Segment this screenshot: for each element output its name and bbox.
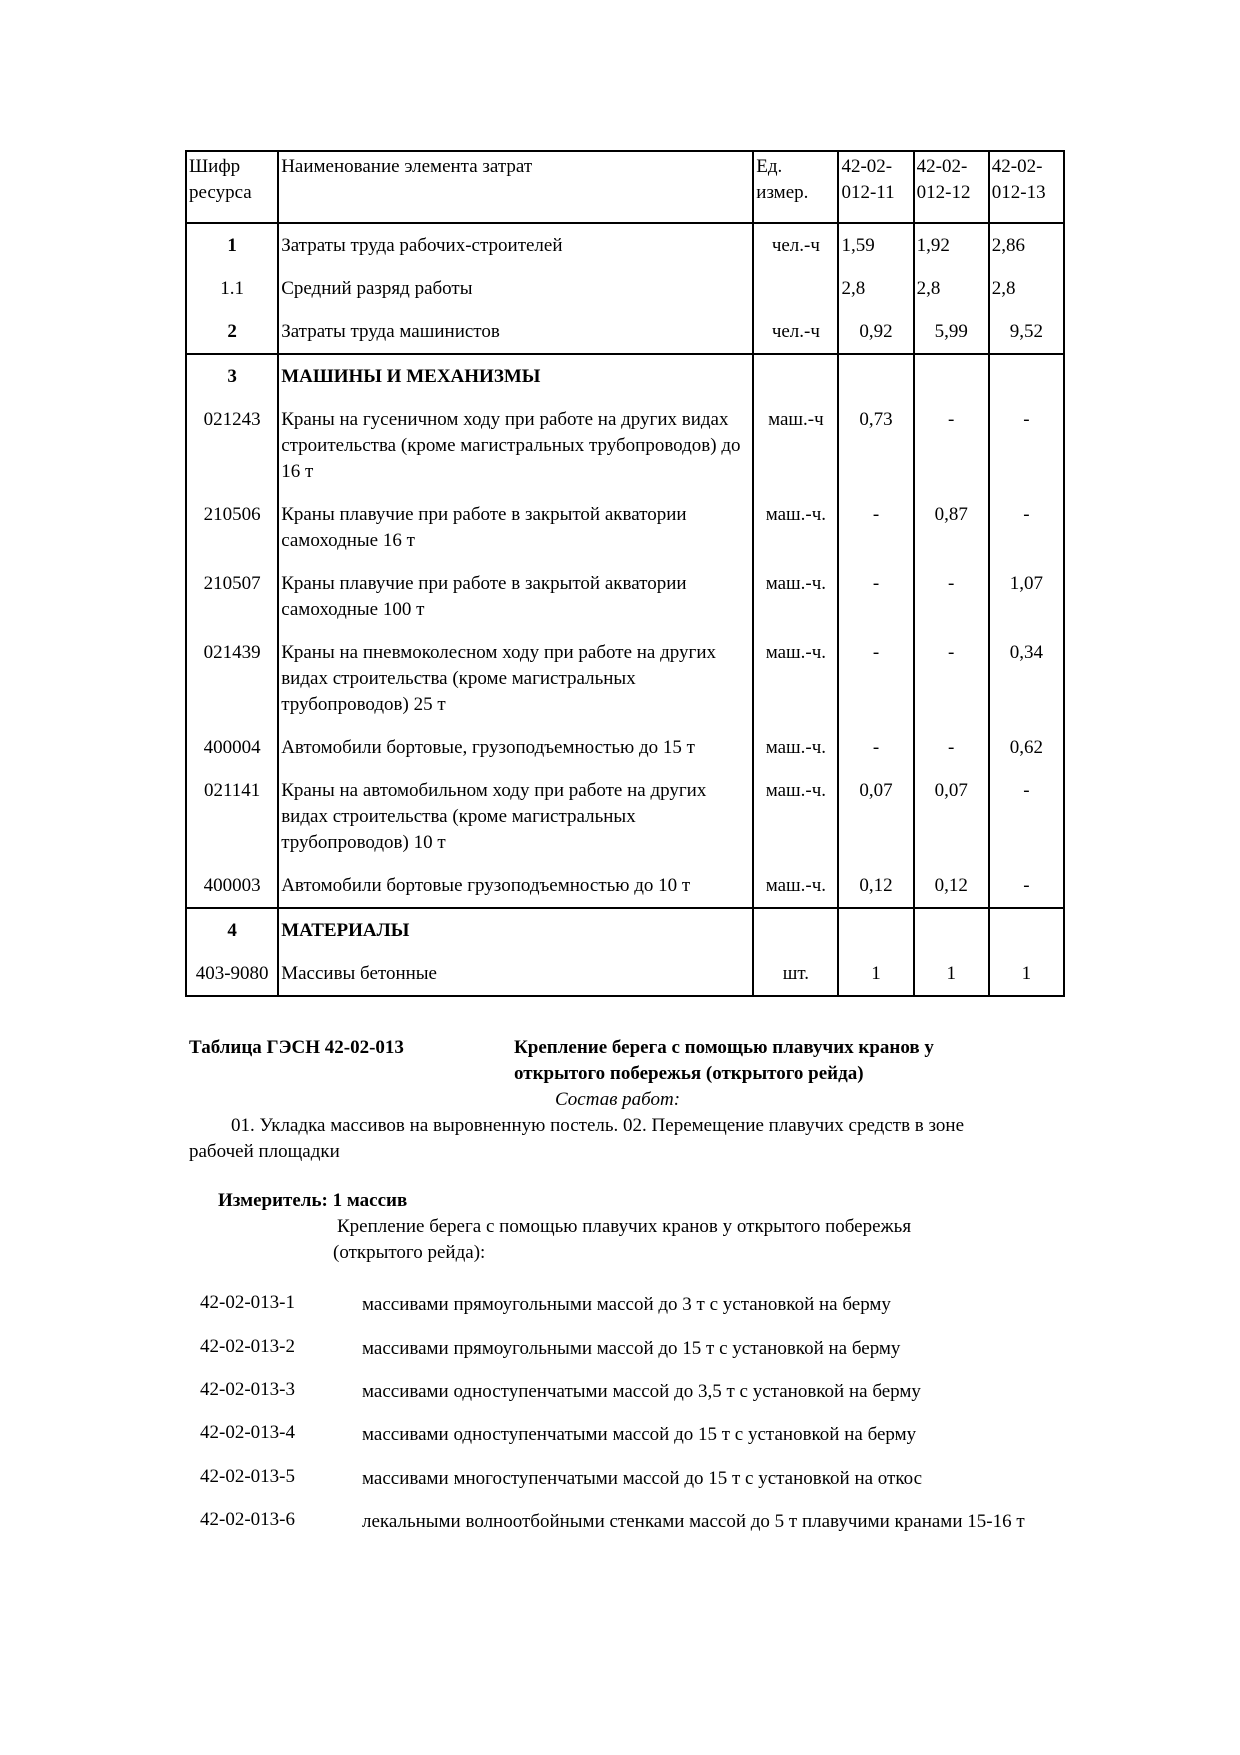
section-heading-materials: МАТЕРИАЛЫ (278, 908, 753, 952)
row-unit: маш.-ч. (753, 631, 838, 726)
row-unit (753, 908, 838, 952)
table-row (186, 726, 1064, 769)
table-header-row (186, 151, 1064, 223)
row-code: 400003 (186, 864, 278, 908)
row-value-12: 5,99 (914, 310, 989, 354)
table-row (186, 631, 1064, 726)
item-text: массивами одноступенчатыми массой до 3,5 т с установкой на берму (362, 1381, 921, 1402)
table-row (186, 864, 1064, 908)
row-value-11 (838, 908, 913, 952)
row-unit: маш.-ч (753, 398, 838, 493)
row-value-11: - (838, 631, 913, 726)
row-code: 021243 (186, 398, 278, 493)
section-title-line1: Крепление берега с помощью плавучих кранов у (514, 1037, 934, 1058)
row-value-13: 9,52 (989, 310, 1064, 354)
intro-line1: Крепление берега с помощью плавучих кранов у открытого побережья (337, 1216, 912, 1237)
row-name: Краны плавучие при работе в закрытой акватории самоходные 100 т (278, 562, 753, 631)
item-code: 42-02-013-4 (200, 1422, 295, 1443)
header-code: Шифр ресурса (186, 151, 278, 223)
composition-heading: Состав работ: (555, 1089, 681, 1110)
row-unit (753, 267, 838, 310)
row-value-12 (914, 908, 989, 952)
row-unit: маш.-ч. (753, 562, 838, 631)
row-code: 403-9080 (186, 952, 278, 996)
row-value-11: 1 (838, 952, 913, 996)
header-col-13: 42-02- 012-13 (989, 151, 1064, 223)
row-code: 021141 (186, 769, 278, 864)
row-code: 210506 (186, 493, 278, 562)
header-name: Наименование элемента затрат (278, 151, 753, 223)
row-code: 400004 (186, 726, 278, 769)
resource-table (185, 150, 1065, 997)
row-name: Автомобили бортовые грузоподъемностью до 10 т (278, 864, 753, 908)
row-unit: шт. (753, 952, 838, 996)
item-text: массивами прямоугольными массой до 15 т с установкой на берму (362, 1338, 901, 1359)
row-name: Краны на автомобильном ходу при работе на других видах строительства (кроме магистральных трубопроводов) 10 т (278, 769, 753, 864)
row-code: 021439 (186, 631, 278, 726)
item-text: массивами одноступенчатыми массой до 15 т с установкой на берму (362, 1424, 917, 1445)
table-row (186, 310, 1064, 354)
row-value-13: 2,86 (989, 223, 1064, 267)
row-value-13: 1,07 (989, 562, 1064, 631)
table-row (186, 223, 1064, 267)
item-text: лекальными волноотбойными стенками массой до 5 т плавучими кранами 15-16 т (362, 1511, 1025, 1532)
row-value-11: 2,8 (838, 267, 913, 310)
row-name: Затраты труда машинистов (278, 310, 753, 354)
row-code: 3 (186, 354, 278, 398)
table-row (186, 562, 1064, 631)
row-value-12: 1,92 (914, 223, 989, 267)
row-value-13: - (989, 398, 1064, 493)
row-code: 1 (186, 223, 278, 267)
item-text: массивами прямоугольными массой до 3 т с установкой на берму (362, 1294, 891, 1315)
item-code: 42-02-013-2 (200, 1336, 295, 1357)
row-value-11: 0,73 (838, 398, 913, 493)
row-unit: маш.-ч. (753, 493, 838, 562)
item-text: массивами многоступенчатыми массой до 15 т с установкой на откос (362, 1468, 923, 1489)
row-unit: маш.-ч. (753, 726, 838, 769)
row-value-12: 0,87 (914, 493, 989, 562)
row-unit (753, 354, 838, 398)
item-code: 42-02-013-5 (200, 1466, 295, 1487)
row-value-13: - (989, 864, 1064, 908)
row-value-12: - (914, 726, 989, 769)
row-name: Краны плавучие при работе в закрытой акватории самоходные 16 т (278, 493, 753, 562)
row-value-11: - (838, 562, 913, 631)
item-code: 42-02-013-6 (200, 1509, 295, 1530)
header-col-11: 42-02- 012-11 (838, 151, 913, 223)
row-value-13: 1 (989, 952, 1064, 996)
row-code: 2 (186, 310, 278, 354)
row-value-11: 0,07 (838, 769, 913, 864)
composition-line2: рабочей площадки (189, 1141, 340, 1162)
row-value-12: - (914, 562, 989, 631)
measure-unit: Измеритель: 1 массив (218, 1190, 408, 1211)
row-value-13: 0,62 (989, 726, 1064, 769)
row-code: 4 (186, 908, 278, 952)
row-value-11: 0,92 (838, 310, 913, 354)
composition-line1: 01. Укладка массивов на выровненную постель. 02. Перемещение плавучих средств в зоне (231, 1115, 965, 1136)
row-value-13 (989, 908, 1064, 952)
row-value-12: 0,12 (914, 864, 989, 908)
row-value-12 (914, 354, 989, 398)
row-value-13 (989, 354, 1064, 398)
table-label: Таблица ГЭСН 42-02-013 (189, 1037, 404, 1058)
intro-line2: (открытого рейда): (333, 1242, 486, 1263)
table-row (186, 493, 1064, 562)
item-code: 42-02-013-1 (200, 1292, 295, 1313)
row-name: Краны на гусеничном ходу при работе на других видах строительства (кроме магистральных трубопроводов) до 16 т (278, 398, 753, 493)
section-heading-machines: МАШИНЫ И МЕХАНИЗМЫ (278, 354, 753, 398)
header-col-12: 42-02- 012-12 (914, 151, 989, 223)
table-row (186, 267, 1064, 310)
row-value-11 (838, 354, 913, 398)
row-value-12: - (914, 398, 989, 493)
row-unit: чел.-ч (753, 223, 838, 267)
row-name: Затраты труда рабочих-строителей (278, 223, 753, 267)
row-name: Автомобили бортовые, грузоподъемностью до 15 т (278, 726, 753, 769)
row-value-13: 0,34 (989, 631, 1064, 726)
header-unit: Ед. измер. (753, 151, 838, 223)
row-value-12: 2,8 (914, 267, 989, 310)
row-name: Массивы бетонные (278, 952, 753, 996)
row-value-11: - (838, 726, 913, 769)
section-title-line2: открытого побережья (открытого рейда) (514, 1063, 864, 1084)
row-code: 1.1 (186, 267, 278, 310)
row-unit: маш.-ч. (753, 769, 838, 864)
row-value-12: 1 (914, 952, 989, 996)
row-value-11: 0,12 (838, 864, 913, 908)
row-name: Средний разряд работы (278, 267, 753, 310)
table-row (186, 354, 1064, 398)
row-value-12: - (914, 631, 989, 726)
table-row (186, 398, 1064, 493)
row-value-12: 0,07 (914, 769, 989, 864)
row-unit: чел.-ч (753, 310, 838, 354)
row-value-11: 1,59 (838, 223, 913, 267)
table-row (186, 908, 1064, 952)
table-row (186, 952, 1064, 996)
item-code: 42-02-013-3 (200, 1379, 295, 1400)
row-value-13: - (989, 769, 1064, 864)
row-value-13: 2,8 (989, 267, 1064, 310)
row-value-11: - (838, 493, 913, 562)
row-value-13: - (989, 493, 1064, 562)
row-unit: маш.-ч. (753, 864, 838, 908)
row-name: Краны на пневмоколесном ходу при работе на других видах строительства (кроме магистральных трубопроводов) 25 т (278, 631, 753, 726)
table-row (186, 769, 1064, 864)
row-code: 210507 (186, 562, 278, 631)
